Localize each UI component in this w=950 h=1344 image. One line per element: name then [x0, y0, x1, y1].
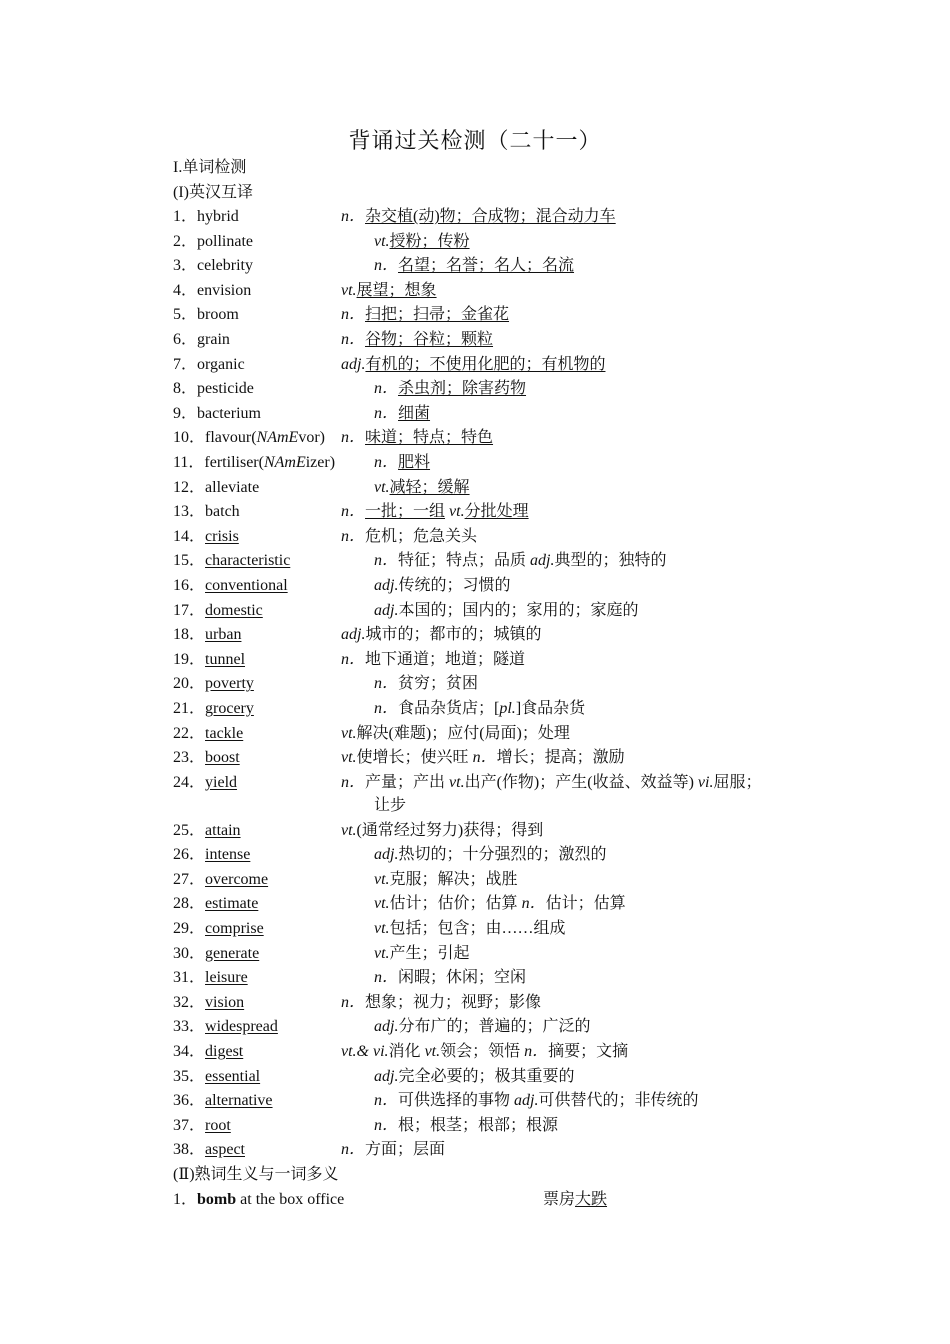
part-of-speech: vt. [341, 821, 357, 839]
definition [374, 550, 667, 572]
item-number: 6． [173, 331, 198, 348]
item-number: 3． [173, 257, 198, 275]
phrase-keyword: bomb [197, 1190, 237, 1208]
part-of-speech: vt. [374, 895, 390, 913]
english-word: pollinate [197, 232, 253, 250]
vocab-word-line [173, 967, 248, 989]
definition-continuation: 让步 [374, 797, 407, 815]
item-number: 34． [173, 1043, 206, 1060]
vocab-word-line [173, 747, 240, 769]
item-number: 29． [173, 920, 206, 937]
definition [374, 673, 478, 695]
vocab-word-line [173, 698, 254, 720]
definition-text: (通常经过努力)获得；得到 [356, 821, 544, 839]
definition [341, 501, 529, 523]
english-word: pesticide [197, 380, 254, 398]
definition-text: 展望；想象 [356, 281, 437, 299]
item-number: 12． [173, 478, 206, 496]
vocab-word-line [173, 844, 250, 866]
item-number: 21． [173, 700, 206, 717]
english-word: organic [197, 355, 245, 373]
part-of-speech: n． [341, 306, 366, 324]
vocab-word-line [173, 403, 261, 425]
part-of-speech: vt. [341, 749, 357, 767]
part-of-speech: n． [374, 969, 399, 987]
item-number: 17． [173, 601, 206, 619]
part-of-speech: n． [341, 773, 366, 791]
vocab-word-line [173, 304, 239, 326]
vocab-word-line [173, 1139, 245, 1161]
definition-text: 地下通道；地道；隧道 [365, 650, 526, 668]
vocab-word-line [173, 869, 268, 891]
part-of-speech: vt. [374, 870, 390, 888]
definition-text: 特征；特点；品质 [398, 552, 527, 570]
definition-text: 杂交植(动)物；合成物；混合动力车 [365, 208, 616, 225]
english-word: leisure [205, 969, 248, 987]
definition-text: 危机；危急关头 [365, 527, 478, 545]
definition-text: 杀虫剂；除害药物 [398, 380, 527, 398]
definition [374, 1090, 699, 1112]
phrase-rest: at the box office [236, 1190, 345, 1208]
definition-text: 一批；一组 [365, 503, 446, 521]
phrase-translation-text: 票房 [543, 1190, 576, 1208]
item-number: 15． [173, 552, 206, 570]
definition-text: 有机的；不使用化肥的；有机物的 [365, 355, 606, 373]
part-of-speech-2: vt. [424, 1043, 441, 1060]
part-of-speech: n． [374, 1116, 399, 1134]
vocab-word-line [173, 772, 237, 794]
item-number: 4． [173, 281, 198, 299]
definition-text: 估计；估价；估算 [389, 895, 518, 913]
part-of-speech: n． [341, 208, 366, 225]
vocab-word-line [173, 723, 243, 745]
vocab-word-line [173, 943, 259, 965]
definition-text: 闲暇；休闲；空闲 [398, 969, 527, 987]
part-of-speech-2: n． [521, 895, 546, 913]
vocab-word-line [173, 280, 251, 302]
definition [374, 403, 430, 425]
vocab-word-line [173, 1090, 273, 1112]
vocab-word-line [173, 329, 230, 351]
english-word: fertiliser( [204, 454, 264, 471]
vocab-word-line [173, 649, 245, 671]
item-number: 5． [173, 306, 198, 324]
part-of-speech: vt. [374, 232, 390, 250]
english-word: flavour( [205, 429, 257, 447]
english-word: digest [205, 1043, 244, 1060]
english-word: widespread [205, 1018, 278, 1036]
part-of-speech: adj. [374, 601, 399, 619]
english-word: characteristic [205, 552, 291, 570]
part-of-speech: adj. [374, 1018, 399, 1036]
definition [341, 747, 625, 769]
vocab-word-line [173, 624, 241, 646]
definition [374, 918, 566, 940]
item-number: 30． [173, 944, 206, 962]
definition-text-2: 典型的；独特的 [554, 552, 667, 570]
definition-text: 城市的；都市的；城镇的 [365, 626, 542, 644]
section-heading: I.单词检测 [173, 159, 247, 176]
definition-text: 减轻；缓解 [389, 478, 470, 496]
definition-text-2: 可供替代的；非传统的 [538, 1092, 699, 1110]
definition [374, 1016, 590, 1038]
english-word: root [205, 1116, 231, 1134]
english-word: grain [197, 331, 230, 348]
english-word: comprise [205, 920, 264, 937]
definition-text: 方面；层面 [365, 1141, 446, 1159]
part-of-speech-2: vt. [449, 503, 465, 521]
item-number: 27． [173, 870, 206, 888]
part-of-speech: n． [374, 675, 399, 693]
english-word: envision [197, 281, 252, 299]
item-number: 10． [173, 429, 206, 447]
vocab-word-line [173, 1016, 278, 1038]
vocab-word-line [173, 600, 263, 622]
item-number: 16． [173, 577, 206, 594]
part-of-speech: vt. [341, 281, 357, 299]
english-word: generate [205, 944, 260, 962]
item-number: 18． [173, 626, 206, 644]
vocab-word-line [173, 992, 244, 1014]
definition-text: 本国的；国内的；家用的；家庭的 [398, 601, 639, 619]
english-word: poverty [205, 675, 254, 693]
part-of-speech: n． [374, 700, 399, 717]
english-word: conventional [205, 577, 288, 594]
english-word: celebrity [197, 257, 253, 275]
part-of-speech: n． [374, 552, 399, 570]
phrase-number: 1． [173, 1190, 198, 1208]
vocab-word-line [173, 501, 240, 523]
definition-text: 谷物；谷粒；颗粒 [365, 331, 494, 348]
part-of-speech: vt. [341, 724, 357, 742]
definition [374, 575, 510, 597]
item-number: 26． [173, 846, 206, 864]
definition-text: 使增长；使兴旺 [356, 749, 469, 767]
part-of-speech: adj. [341, 355, 366, 373]
definition [374, 255, 574, 277]
part-of-speech: n． [374, 404, 399, 422]
definition-text-2: 估计；估算 [545, 895, 626, 913]
item-number: 22． [173, 724, 206, 742]
item-number: 38． [173, 1141, 206, 1159]
part-of-speech-2: adj. [530, 552, 555, 570]
word-variant-label: NAmE [263, 454, 306, 471]
phrase-translation [543, 1189, 607, 1211]
definition [341, 1041, 628, 1063]
definition [341, 304, 509, 326]
part-of-speech: adj. [374, 846, 399, 864]
phrase-translation-answer: 大跌 [575, 1190, 608, 1208]
definition-text: 消化 [388, 1043, 421, 1060]
part-of-speech-3: n． [524, 1043, 549, 1060]
item-number: 37． [173, 1116, 206, 1134]
definition-text: 肥料 [398, 454, 431, 471]
english-word: tunnel [205, 650, 246, 668]
item-number: 14． [173, 527, 206, 545]
word-variant-suffix: vor) [298, 429, 325, 447]
definition-text: 味道；特点；特色 [365, 429, 494, 447]
item-number: 20． [173, 675, 206, 693]
definition [374, 231, 470, 253]
definition-text-3: 摘要；文摘 [548, 1043, 629, 1060]
definition [341, 206, 616, 228]
english-word: grocery [205, 700, 254, 717]
english-word: batch [205, 503, 240, 521]
subsection-heading: (I)英汉互译 [173, 184, 253, 201]
part-of-speech: n． [341, 650, 366, 668]
definition-italic: pl. [499, 700, 516, 717]
definition [374, 452, 430, 474]
english-word: essential [205, 1067, 261, 1085]
definition [341, 354, 605, 376]
item-number: 2． [173, 232, 198, 250]
phrase-item [173, 1189, 344, 1211]
definition-text: 可供选择的事物 [398, 1092, 511, 1110]
english-word: urban [205, 626, 242, 644]
vocab-word-line [173, 673, 254, 695]
vocab-word-line [173, 427, 325, 449]
definition-text: 解决(难题)；应付(局面)；处理 [356, 724, 570, 742]
definition-text-cont: ]食品杂货 [515, 700, 586, 717]
part-of-speech: n． [374, 454, 399, 471]
definition-text: 完全必要的；极其重要的 [398, 1067, 575, 1085]
definition-text: 根；根茎；根部；根源 [398, 1116, 559, 1134]
item-number: 25． [173, 821, 206, 839]
vocab-word-line [173, 550, 290, 572]
vocab-word-line [173, 206, 239, 228]
definition-text: 名望；名誉；名人；名流 [398, 257, 575, 275]
part-of-speech: n． [341, 1141, 366, 1159]
definition [341, 526, 477, 548]
definition-text: 克服；解决；战胜 [389, 870, 518, 888]
english-word: crisis [205, 527, 239, 545]
definition [341, 1139, 445, 1161]
definition-text: 想象；视力；视野；影像 [365, 993, 542, 1011]
definition [374, 477, 470, 499]
part-of-speech: vt. [374, 478, 390, 496]
definition-text: 产量；产出 [365, 773, 446, 791]
english-word: overcome [205, 870, 269, 888]
item-number: 24． [173, 773, 206, 791]
definition [341, 723, 570, 745]
definition [374, 943, 470, 965]
definition-text-3: 屈服； [713, 773, 762, 791]
definition-text: 传统的；习惯的 [398, 577, 511, 594]
vocab-word-line [173, 477, 259, 499]
word-variant-suffix: izer) [305, 454, 336, 471]
english-word: aspect [205, 1141, 245, 1159]
definition-text: 包括；包含；由……组成 [389, 920, 566, 937]
part-of-speech-2: adj. [514, 1092, 539, 1110]
definition [374, 698, 585, 720]
part-of-speech: n． [374, 1092, 399, 1110]
english-word: tackle [205, 724, 244, 742]
word-variant-label: NAmE [256, 429, 299, 447]
item-number: 33． [173, 1018, 206, 1036]
definition [341, 427, 493, 449]
definition-text-2: 领会；领悟 [440, 1043, 521, 1060]
part-of-speech: n． [341, 429, 366, 447]
part-of-speech: n． [341, 993, 366, 1011]
vocab-word-line [173, 575, 288, 597]
vocab-word-line [173, 918, 264, 940]
part-of-speech: adj. [374, 1067, 399, 1085]
vocab-word-line [173, 231, 253, 253]
part-of-speech: vt. [374, 920, 390, 937]
item-number: 8． [173, 380, 198, 398]
vocab-word-line [173, 452, 335, 474]
part-of-speech: n． [374, 257, 399, 275]
vocab-word-line [173, 893, 258, 915]
vocab-word-line [173, 820, 241, 842]
item-number: 11． [173, 454, 205, 471]
item-number: 35． [173, 1067, 206, 1085]
vocab-word-line [173, 354, 245, 376]
item-number: 28． [173, 895, 206, 913]
definition-text: 食品杂货店；[ [398, 700, 500, 717]
definition [374, 844, 606, 866]
part-of-speech: adj. [341, 626, 366, 644]
english-word: bacterium [197, 404, 261, 422]
definition [374, 893, 626, 915]
part-of-speech-3: vi. [697, 773, 714, 791]
part-of-speech-2: n． [472, 749, 497, 767]
item-number: 9． [173, 404, 198, 422]
definition-text: 细菌 [398, 404, 431, 422]
definition [341, 624, 541, 646]
definition-text-2: 分批处理 [464, 503, 529, 521]
part-of-speech: n． [341, 503, 366, 521]
page-title: 背诵过关检测（二十一） [348, 129, 602, 154]
english-word: alternative [205, 1092, 273, 1110]
english-word: yield [205, 773, 238, 791]
vocab-word-line [173, 1115, 231, 1137]
definition [341, 280, 437, 302]
english-word: vision [205, 993, 245, 1011]
item-number: 36． [173, 1092, 206, 1110]
vocab-word-line [173, 526, 239, 548]
english-word: boost [205, 749, 240, 767]
part-of-speech: n． [341, 527, 366, 545]
item-number: 13． [173, 503, 206, 521]
english-word: attain [205, 821, 241, 839]
definition [374, 1115, 558, 1137]
definition [374, 1066, 574, 1088]
definition-text-2: 增长；提高；激励 [496, 749, 625, 767]
definition [341, 772, 761, 794]
vocab-word-line [173, 1041, 243, 1063]
definition-text: 热切的；十分强烈的；激烈的 [398, 846, 607, 864]
definition [341, 649, 525, 671]
definition [341, 992, 541, 1014]
english-word: alleviate [205, 478, 260, 496]
item-number: 7． [173, 355, 198, 373]
item-number: 19． [173, 650, 206, 668]
english-word: intense [205, 846, 251, 864]
english-word: domestic [205, 601, 263, 619]
definition-text: 扫把；扫帚；金雀花 [365, 306, 510, 324]
definition-text: 分布广的；普遍的；广泛的 [398, 1018, 591, 1036]
item-number: 23． [173, 749, 206, 767]
item-number: 1． [173, 208, 198, 225]
part-of-speech: n． [374, 380, 399, 398]
vocab-word-line [173, 378, 254, 400]
part-of-speech: n． [341, 331, 366, 348]
definition-text-2: 出产(作物)；产生(收益、效益等) [464, 773, 694, 791]
definition [374, 869, 518, 891]
item-number: 31． [173, 969, 206, 987]
definition [341, 820, 543, 842]
definition-text: 授粉；传粉 [389, 232, 470, 250]
item-number: 32． [173, 993, 206, 1011]
english-word: hybrid [197, 208, 239, 225]
english-word: broom [197, 306, 239, 324]
part-of-speech: vt.& vi. [341, 1043, 389, 1060]
definition-text: 贫穷；贫困 [398, 675, 479, 693]
definition [374, 600, 638, 622]
part-of-speech-2: vt. [449, 773, 465, 791]
definition [374, 378, 526, 400]
english-word: estimate [205, 895, 259, 913]
vocab-word-line [173, 255, 253, 277]
definition-text: 产生；引起 [389, 944, 470, 962]
vocab-word-line [173, 1066, 260, 1088]
definition [341, 329, 493, 351]
subsection-heading-2: (Ⅱ)熟词生义与一词多义 [173, 1166, 339, 1183]
part-of-speech: vt. [374, 944, 390, 962]
part-of-speech: adj. [374, 577, 399, 594]
definition [374, 967, 526, 989]
